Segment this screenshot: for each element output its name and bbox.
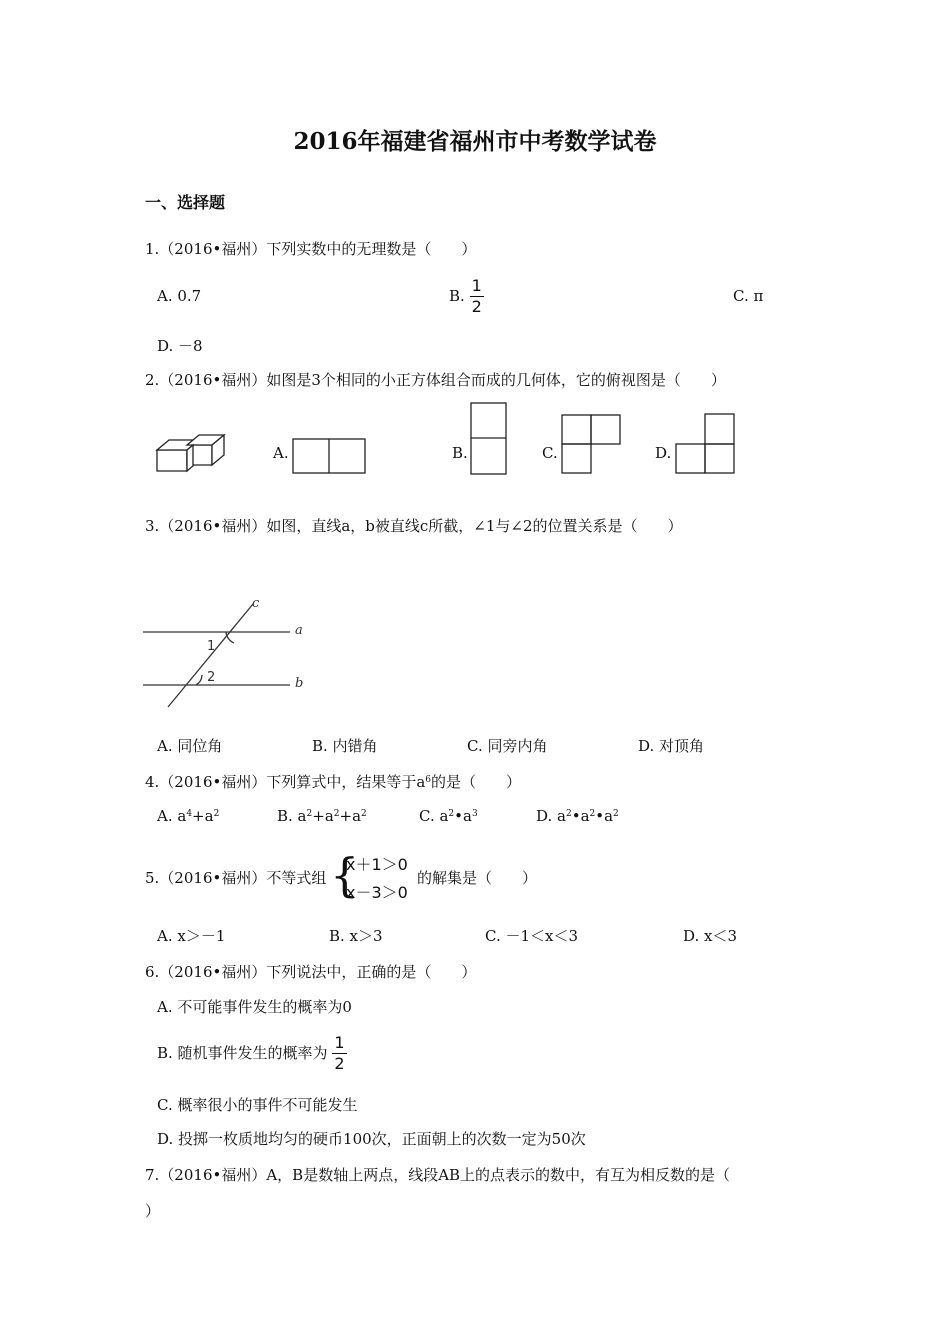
q1-fraction <box>470 276 484 317</box>
angle-2-arc <box>196 675 202 685</box>
cube-front-left <box>157 450 187 471</box>
q4a-exp: 2 <box>213 809 220 819</box>
cube-side-left <box>187 445 193 471</box>
q4c-exp: 3 <box>471 809 478 819</box>
label-a: a <box>295 623 303 638</box>
question-7-stem-continued: ） <box>145 1202 161 1220</box>
q4d-part: •a <box>571 807 590 825</box>
q3-option-b: B. 内错角 <box>312 737 378 755</box>
q4b-part: B. a <box>277 807 307 825</box>
q6-fraction <box>332 1033 346 1074</box>
q2c-bottom-left <box>562 444 591 473</box>
q4b-part: +a <box>312 807 334 825</box>
q4-option-c <box>419 809 478 824</box>
q4d-exp: 2 <box>589 809 596 819</box>
q5-option-b: B. x＞3 <box>329 927 383 945</box>
q2d-top-right <box>705 414 734 444</box>
q4c-part: C. a <box>419 807 449 825</box>
q3-option-a: A. 同位角 <box>157 737 223 755</box>
q1-option-d: D. －8 <box>157 337 203 355</box>
q2-option-b-label: B. <box>452 444 468 462</box>
q2-option-c-figure <box>560 412 622 476</box>
q4-stem-exponent: 6 <box>425 775 432 785</box>
q4-option-a <box>157 809 219 824</box>
q2d-bottom-left <box>676 444 705 473</box>
angle-1-arc <box>226 632 234 643</box>
q6-fraction-denominator: 2 <box>334 1054 345 1073</box>
q4-stem-text: 4.（2016•福州）下列算式中，结果等于a <box>145 773 426 791</box>
question-5-stem-prefix: 5.（2016•福州）不等式组 <box>145 869 327 887</box>
line-c <box>168 604 253 707</box>
q4d-part: •a <box>595 807 614 825</box>
q1-option-a: A. 0.7 <box>157 287 202 305</box>
question-1-stem: 1.（2016•福州）下列实数中的无理数是（ ） <box>145 240 477 258</box>
label-angle-2: 2 <box>207 670 216 685</box>
q2-option-d-label: D. <box>655 444 672 462</box>
q1-fraction-denominator: 2 <box>471 297 482 316</box>
q4b-part: +a <box>339 807 362 825</box>
q2d-bottom-right <box>705 444 734 473</box>
q4a-part: A. a <box>157 807 187 825</box>
question-5-stem-suffix: 的解集是（ ） <box>417 869 538 887</box>
q2-option-b-figure <box>469 401 509 477</box>
q4-option-d <box>536 809 619 824</box>
q5-inequality-1: x＋1＞0 <box>346 855 408 874</box>
q2c-top-left <box>562 415 591 444</box>
q4b-exp: 2 <box>333 809 340 819</box>
q4b-exp: 2 <box>306 809 313 819</box>
q5-option-c: C. －1＜x＜3 <box>485 927 579 945</box>
q6-option-a: A. 不可能事件发生的概率为0 <box>157 998 352 1016</box>
section-heading: 一、选择题 <box>145 193 226 212</box>
question-7-stem: 7.（2016•福州）A，B是数轴上两点，线段AB上的点表示的数中，有互为相反数的是（ <box>145 1166 731 1184</box>
q2-solid-figure <box>150 425 230 477</box>
q4-option-b <box>277 809 367 824</box>
q6-option-b-text: B. 随机事件发生的概率为 <box>157 1044 328 1062</box>
q5-inequality-2: x－3＞0 <box>346 883 408 902</box>
q3-option-c: C. 同旁内角 <box>467 737 548 755</box>
q4d-exp: 2 <box>613 809 619 819</box>
q6-option-d: D. 投掷一枚质地均匀的硬币100次，正面朝上的次数一定为50次 <box>157 1130 586 1148</box>
q4c-exp: 2 <box>448 809 455 819</box>
q3-lines-figure <box>140 592 320 712</box>
q4b-exp: 2 <box>361 809 367 819</box>
label-c: c <box>252 596 260 611</box>
q1-option-b <box>449 276 484 317</box>
q4a-exp: 4 <box>186 809 193 819</box>
q6-fraction-numerator: 1 <box>334 1033 345 1052</box>
q5-brace: { <box>330 848 360 902</box>
q4a-part: +a <box>192 807 214 825</box>
q4c-part: •a <box>454 807 472 825</box>
question-6-stem: 6.（2016•福州）下列说法中，正确的是（ ） <box>145 963 477 981</box>
q2c-top-right <box>591 415 620 444</box>
q5-inequality-system <box>346 851 408 907</box>
q4d-exp: 2 <box>565 809 572 819</box>
q3-option-d: D. 对顶角 <box>638 737 705 755</box>
question-2-stem: 2.（2016•福州）如图是3个相同的小正方体组合而成的几何体，它的俯视图是（ ） <box>145 371 726 389</box>
q1-fraction-numerator: 1 <box>471 276 482 295</box>
page-title: 2016年福建省福州市中考数学试卷 <box>293 128 657 155</box>
label-b: b <box>295 676 304 691</box>
q6-option-b <box>157 1033 347 1074</box>
q2-option-d-figure <box>674 412 738 476</box>
q2-option-a-figure <box>292 437 368 475</box>
label-angle-1: 1 <box>207 639 216 654</box>
q5-option-d: D. x＜3 <box>683 927 738 945</box>
q4d-part: D. a <box>536 807 566 825</box>
q5-option-a: A. x＞－1 <box>157 927 226 945</box>
q1-option-c: C. π <box>733 287 764 305</box>
q2-option-a-label: A. <box>273 444 289 462</box>
question-3-stem: 3.（2016•福州）如图，直线a，b被直线c所截，∠1与∠2的位置关系是（ ） <box>145 517 683 535</box>
q4-stem-tail: 的是（ ） <box>431 773 522 791</box>
q2-option-c-label: C. <box>542 444 558 462</box>
q1-option-b-label: B. <box>449 287 465 305</box>
q6-option-c: C. 概率很小的事件不可能发生 <box>157 1096 358 1114</box>
question-4-stem <box>145 775 521 790</box>
